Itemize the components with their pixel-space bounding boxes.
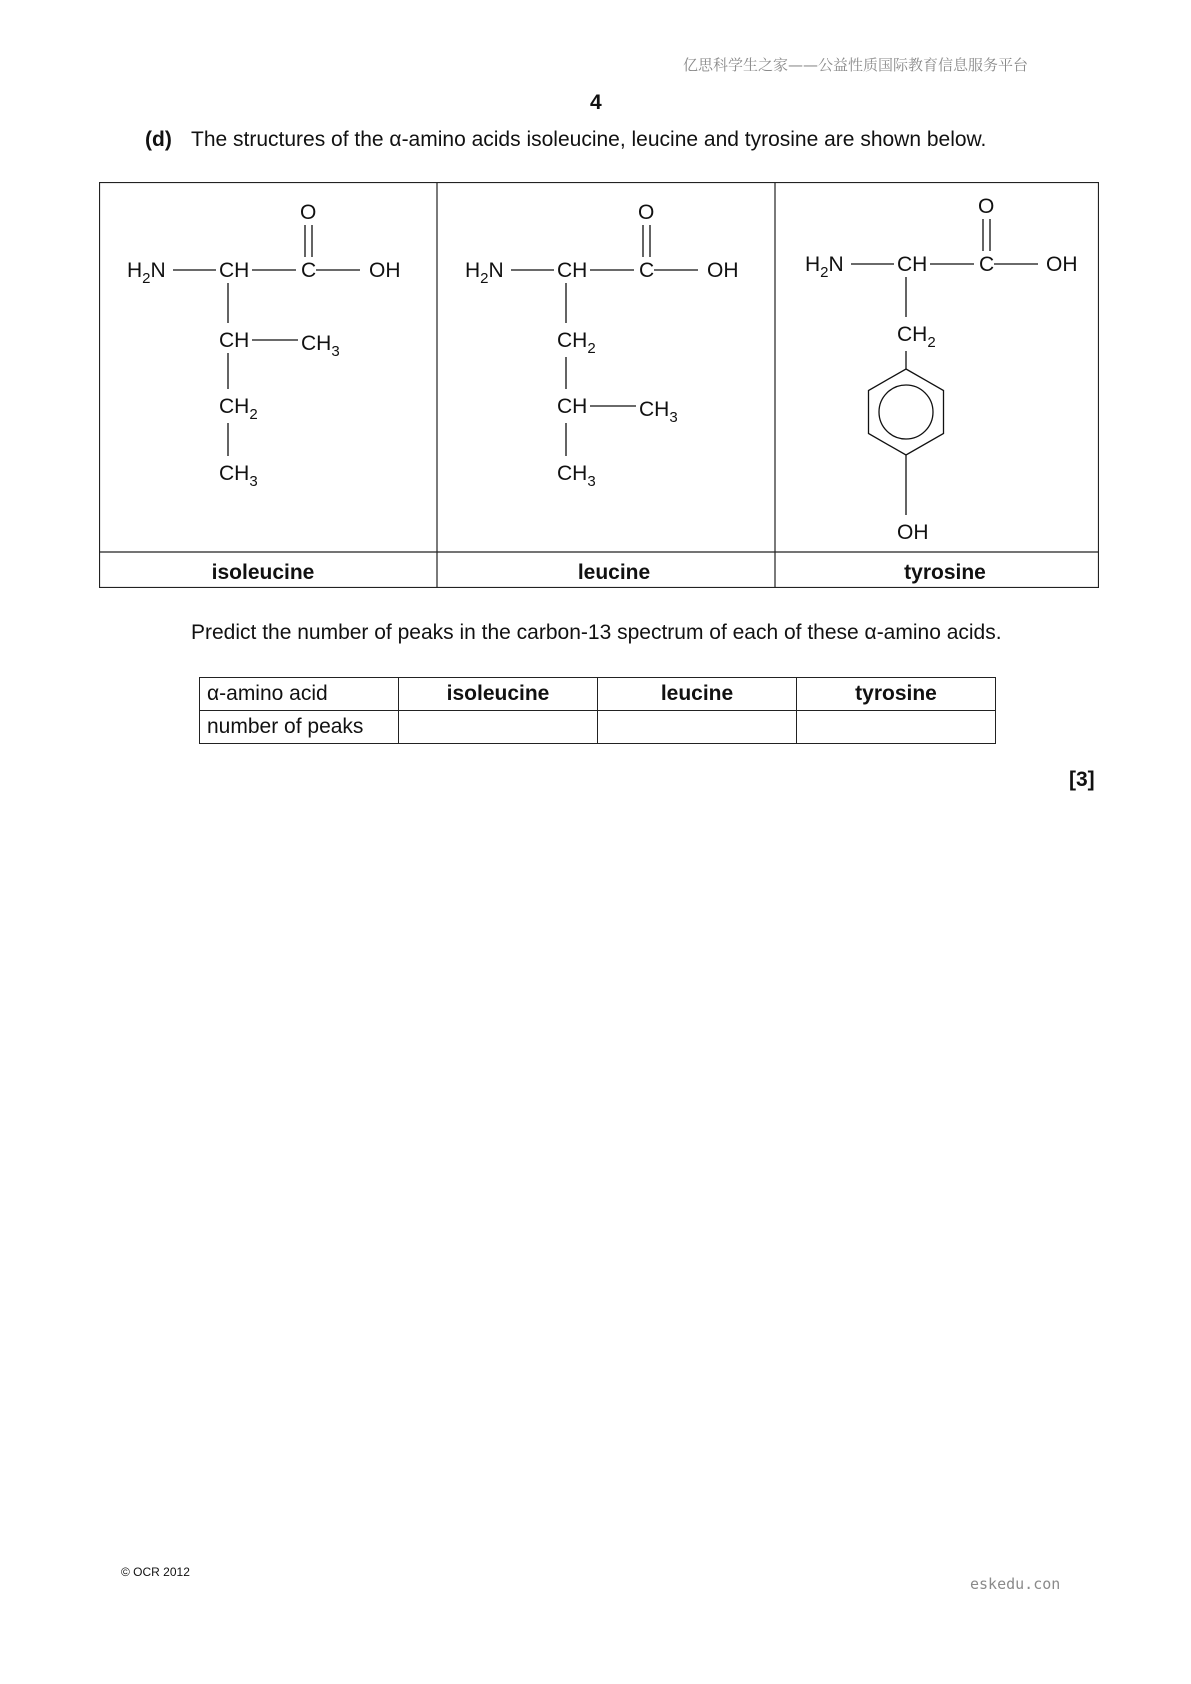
svg-text:OH: OH: [897, 521, 929, 544]
svg-text:OH: OH: [369, 259, 401, 282]
svg-text:C: C: [979, 253, 995, 276]
svg-text:OH: OH: [1046, 253, 1078, 276]
caption-leucine: leucine: [577, 561, 651, 584]
svg-text:CH3: $CH_3$: [301, 332, 340, 360]
column-header-tyrosine: tyrosine: [797, 678, 996, 711]
question-intro: The structures of the α-amino acids isoleucine, leucine and tyrosine are shown below.: [191, 128, 987, 151]
column-header-leucine: leucine: [598, 678, 797, 711]
svg-text:CH: CH: [219, 259, 250, 282]
tyrosine-structure: [805, 195, 1078, 544]
svg-text:CH: CH: [219, 329, 250, 352]
svg-text:H2N: $H_2N$: [127, 259, 166, 287]
svg-text:CH2: $CH_2$: [219, 395, 258, 423]
answer-cell-leucine[interactable]: [598, 711, 797, 744]
svg-text:O: O: [300, 201, 317, 224]
row-label-number-of-peaks: number of peaks: [200, 711, 399, 744]
svg-text:CH2: $CH_2$: [557, 329, 596, 357]
header-watermark: 亿思科学生之家——公益性质国际教育信息服务平台: [683, 56, 1029, 74]
table-row: [200, 678, 996, 711]
caption-isoleucine: isoleucine: [211, 561, 315, 584]
svg-text:CH: CH: [897, 253, 928, 276]
question-part-label: (d): [145, 128, 172, 151]
svg-text:CH3: $CH_3$: [639, 398, 678, 426]
svg-text:H2N: $H_2N$: [465, 259, 504, 287]
answer-table: [199, 677, 996, 744]
answer-cell-tyrosine[interactable]: [797, 711, 996, 744]
page-number: 4: [590, 91, 602, 114]
structures-figure: [99, 182, 1099, 588]
svg-text:CH: CH: [557, 395, 588, 418]
svg-text:C: C: [301, 259, 317, 282]
svg-text:C: C: [639, 259, 655, 282]
copyright: © OCR 2012: [121, 1565, 190, 1579]
answer-cell-isoleucine[interactable]: [399, 711, 598, 744]
benzene-ring: [869, 369, 944, 455]
isoleucine-structure: [127, 201, 401, 490]
svg-text:O: O: [638, 201, 655, 224]
svg-text:CH2: $CH_2$: [897, 323, 936, 351]
svg-text:CH3: $CH_3$: [219, 462, 258, 490]
svg-text:CH3: $CH_3$: [557, 462, 596, 490]
svg-text:CH: CH: [557, 259, 588, 282]
footer-watermark: eskedu.con: [970, 1575, 1061, 1593]
svg-text:H2N: $H_2N$: [805, 253, 844, 281]
marks-label: [3]: [1069, 768, 1095, 791]
question-predict: Predict the number of peaks in the carbon-13 spectrum of each of these α-amino acids.: [191, 621, 1002, 644]
svg-text:O: O: [978, 195, 995, 218]
leucine-structure: [465, 201, 739, 490]
header-label-cell: α-amino acid: [200, 678, 399, 711]
column-header-isoleucine: isoleucine: [399, 678, 598, 711]
caption-tyrosine: tyrosine: [904, 561, 986, 584]
svg-text:OH: OH: [707, 259, 739, 282]
table-row: [200, 711, 996, 744]
